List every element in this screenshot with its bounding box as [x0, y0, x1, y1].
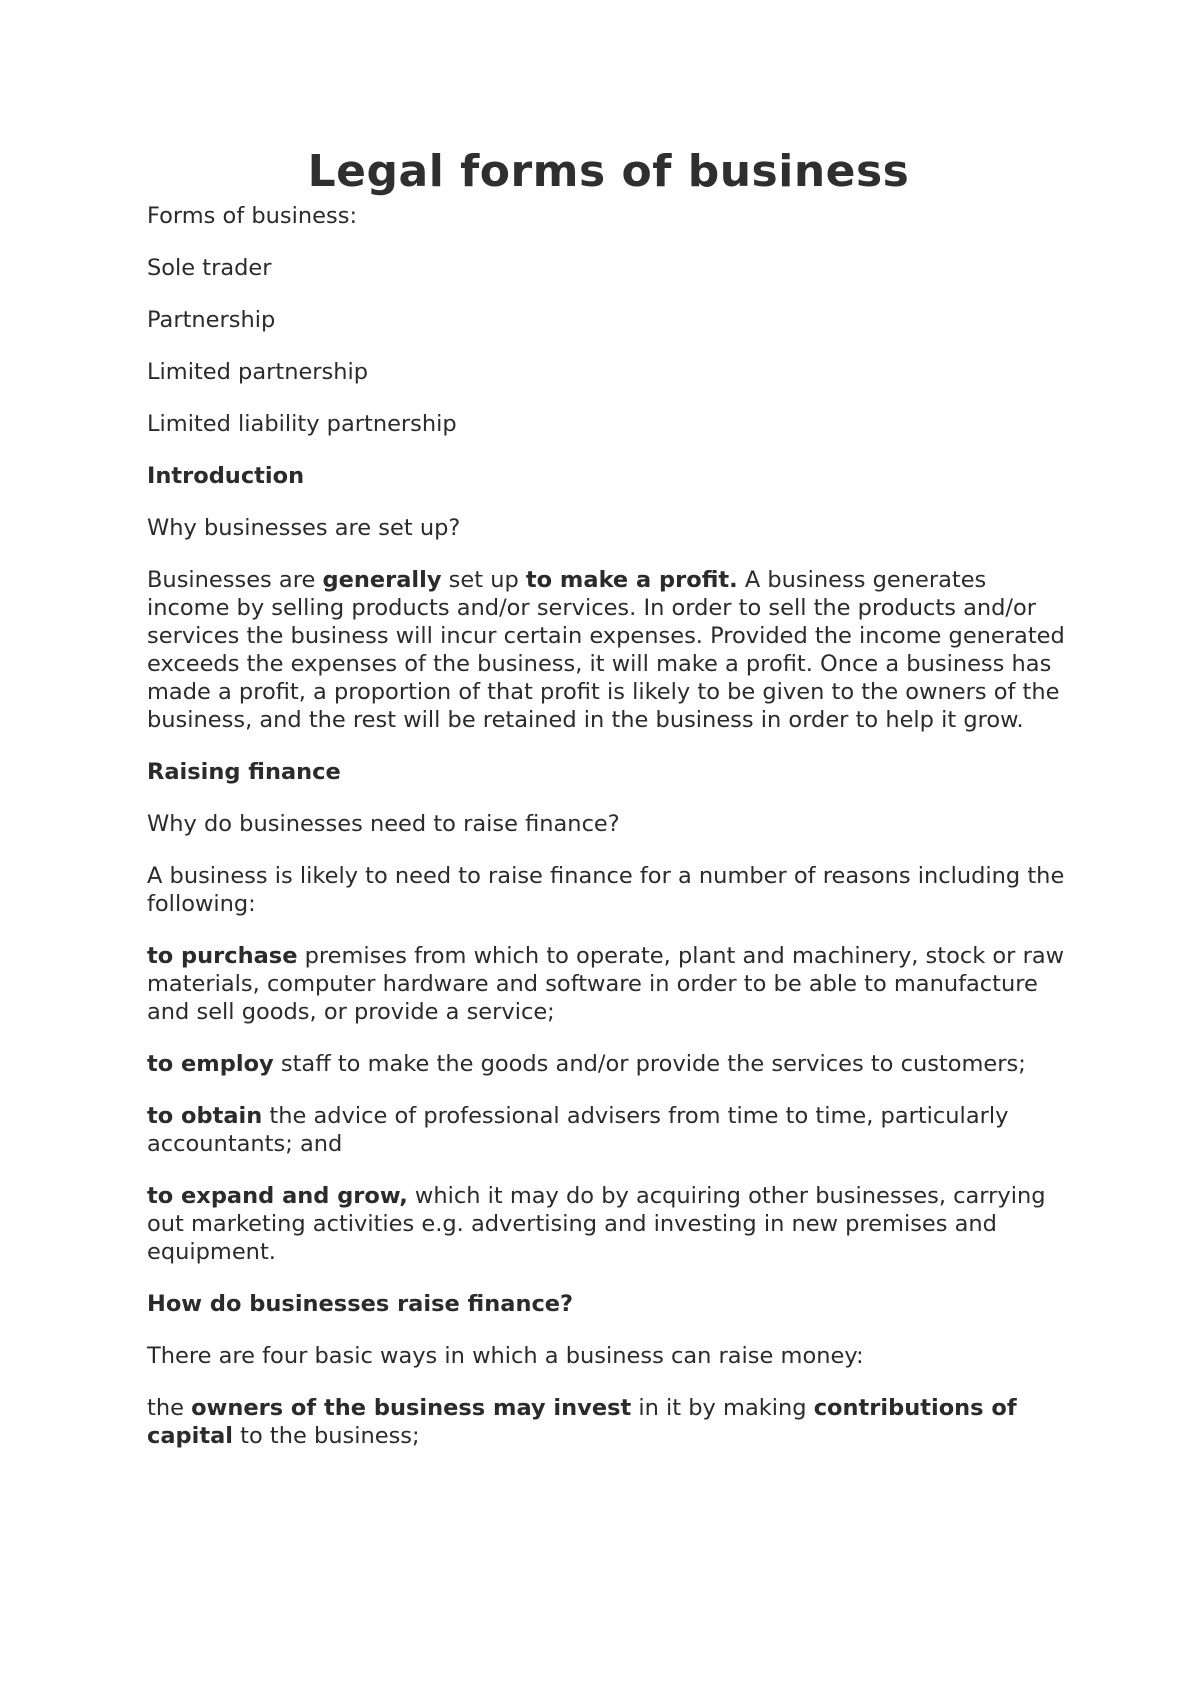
reason-text: premises from which to operate, plant and machinery, stock or raw materials, computer hardware and software in order to be able to manufacture and sell goods, or provide a service;: [147, 943, 1065, 1026]
forms-label: Forms of business:: [147, 203, 358, 230]
reason-bold: to expand and grow,: [147, 1183, 408, 1210]
way-text-1: the: [147, 1395, 192, 1422]
raising-finance-heading: Raising finance: [147, 759, 341, 786]
reason-bold: to purchase: [147, 943, 298, 970]
reason-bold: to employ: [147, 1051, 274, 1078]
form-item-partnership: Partnership: [147, 307, 276, 334]
way-bold-owners: owners of the business may invest: [191, 1395, 632, 1422]
intro-bold-profit: to make a profit.: [525, 567, 738, 594]
reason-text: staff to make the goods and/or provide the services to customers;: [273, 1051, 1026, 1078]
reason-item: [147, 1050, 1070, 1078]
reason-item: [147, 1102, 1070, 1158]
way-text-2: in it by making: [631, 1395, 814, 1422]
form-item-limited-partnership: Limited partnership: [147, 359, 369, 386]
raising-finance-question: Why do businesses need to raise finance?: [147, 811, 620, 838]
document-title: Legal forms of business: [307, 146, 910, 197]
how-raise-intro: There are four basic ways in which a business can raise money:: [147, 1343, 864, 1370]
form-item-sole-trader: Sole trader: [147, 255, 272, 282]
way-text-3: to the business;: [233, 1423, 420, 1450]
reason-text: the advice of professional advisers from time to time, particularly accountants; and: [147, 1103, 1009, 1158]
introduction-heading: Introduction: [147, 463, 305, 490]
document-body: [147, 202, 1070, 1450]
reason-text: which it may do by acquiring other businesses, carrying out marketing activities e.g. advertising and investing in new premises and equipment.: [147, 1183, 1046, 1266]
introduction-paragraph: [147, 566, 1070, 734]
raising-finance-intro: A business is likely to need to raise finance for a number of reasons including the following:: [147, 863, 1065, 918]
reason-item: [147, 942, 1070, 1026]
reason-bold: to obtain: [147, 1103, 263, 1130]
intro-text-3: A business generates income by selling products and/or services. In order to sell the products and/or services the business will incur certain expenses. Provided the income generated exceeds the expenses of the business, it will make a profit. Once a business has made a profit, a proportion of that profit is likely to be given to the owners of the business, and the rest will be retained in the business in order to help it grow.: [147, 567, 1065, 734]
introduction-question: Why businesses are set up?: [147, 515, 461, 542]
way-bold-capital: contributions of capital: [147, 1395, 1017, 1450]
how-raise-heading: How do businesses raise finance?: [147, 1291, 574, 1318]
form-item-llp: Limited liability partnership: [147, 411, 457, 438]
reason-item: [147, 1182, 1070, 1266]
how-raise-first-way: [147, 1394, 1070, 1450]
intro-text-1: Businesses are: [147, 567, 323, 594]
intro-text-2: set up: [441, 567, 526, 594]
intro-bold-generally: generally: [322, 567, 442, 594]
